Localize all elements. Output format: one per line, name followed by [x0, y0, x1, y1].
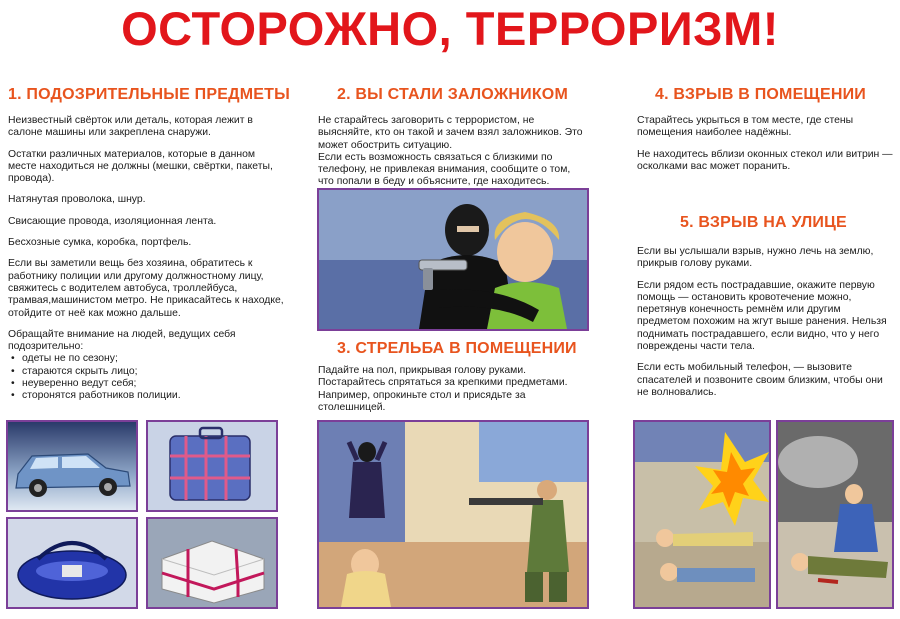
section1-heading: 1. ПОДОЗРИТЕЛЬНЫЕ ПРЕДМЕТЫ: [8, 86, 290, 103]
section1-text: Натянутая проволока, шнур.: [8, 194, 146, 206]
section3-text: Падайте на пол, прикрывая голову руками. Постарайтесь спрятаться за крепкими предметами. Например, опрокиньте стол и присядьте за столешницей.: [318, 365, 568, 413]
section1-text: Бесхозные сумка, коробка, портфель.: [8, 237, 192, 249]
shooting-illustration: [317, 420, 589, 609]
section3-body: [318, 365, 588, 423]
section5-body: [637, 246, 893, 408]
section2-text: Не старайтесь заговорить с террористом, не выясняйте, кто он такой и зачем взял заложников. Это может обострить ситуацию.: [318, 115, 583, 151]
section5-text: Если рядом есть пострадавшие, окажите первую помощь — остановить кровотечение можно, перетянув конечность ремнём или другим предметом похожим на жгут выше ранения. Нельзя поднимать пострадавшего, если видно, что у него повреждены части тела.: [637, 279, 887, 353]
poster-title: ОСТОРОЖНО, ТЕРРОРИЗМ!: [121, 2, 779, 55]
street-explosion-illustration: [776, 420, 894, 609]
section5-text: Если вы услышали взрыв, нужно лечь на землю, прикрыв голову руками.: [637, 246, 874, 270]
hostage-illustration: [317, 188, 589, 331]
package-illustration: [146, 517, 278, 609]
section1-text: Обращайте внимание на людей, ведущих себя подозрительно:: [8, 328, 236, 353]
section4-text: Старайтесь укрыться в том месте, где стены помещения наиболее надёжны.: [637, 115, 854, 139]
section4-text: Не находитесь вблизи оконных стекол или витрин — осколками вас может поранить.: [637, 148, 893, 172]
suitcase-illustration: [146, 420, 278, 512]
car-illustration: [6, 420, 138, 512]
section1-text: Если вы заметили вещь без хозяина, обратитесь к работнику полиции или другому должностному лицу, свяжитесь с водителем автобуса, троллейбуса, трамвая,машинистом метро. Не прикасайтесь к находке, отойдите от неё как можно дальше.: [8, 258, 284, 319]
list-item: • неуверенно ведут себя;: [22, 378, 286, 390]
section3-heading: 3. СТРЕЛЬБА В ПОМЕЩЕНИИ: [337, 340, 577, 357]
list-item: • сторонятся работников полиции.: [22, 390, 286, 402]
section1-body: [8, 115, 286, 403]
indoor-explosion-illustration: [633, 420, 771, 609]
section2-text: Если есть возможность связаться с близкими по телефону, не привлекая внимания, сообщите о том, что попали в беду и объясните, где находитесь.: [318, 151, 571, 188]
bag-illustration: [6, 517, 138, 609]
section2-body: [318, 115, 588, 198]
section5-text: Если есть мобильный телефон, — вызовите спасателей и позвоните своим близким, чтобы они не волновались.: [637, 362, 883, 398]
list-item: • одеты не по сезону;: [22, 353, 286, 365]
section2-heading: 2. ВЫ СТАЛИ ЗАЛОЖНИКОМ: [337, 86, 568, 103]
section1-text: Свисающие провода, изоляционная лента.: [8, 215, 217, 227]
suspicious-people-list: [8, 353, 286, 402]
section1-text: Неизвестный свёрток или деталь, которая лежит в салоне машины или закреплена снаружи.: [8, 115, 253, 139]
section4-heading: 4. ВЗРЫВ В ПОМЕЩЕНИИ: [655, 86, 866, 103]
section1-text: Остатки различных материалов, которые в данном месте находиться не должны (мешки, свёртки, пакеты, провода).: [8, 148, 273, 185]
list-item: • стараются скрыть лицо;: [22, 366, 286, 378]
section4-body: [637, 115, 893, 182]
section5-heading: 5. ВЗРЫВ НА УЛИЦЕ: [680, 214, 847, 231]
